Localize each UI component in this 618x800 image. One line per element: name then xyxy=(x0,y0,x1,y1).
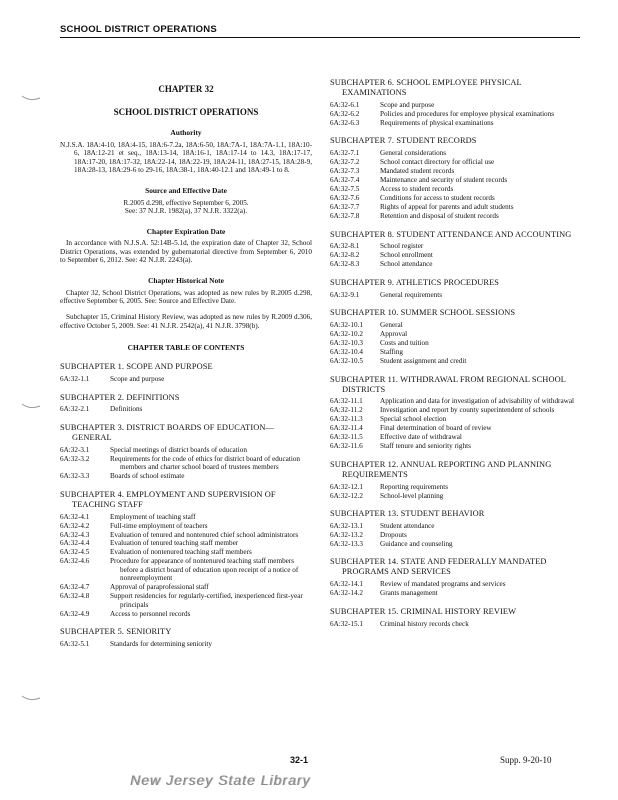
section-number: 6A:32-4.8 xyxy=(60,592,90,601)
subchapter-heading: SUBCHAPTER 5. SENIORITY xyxy=(60,627,172,637)
subchapter-heading: SUBCHAPTER 7. STUDENT RECORDS xyxy=(330,136,477,146)
section-number: 6A:32-11.6 xyxy=(330,442,363,451)
section-title: Evaluation of nontenured teaching staff members xyxy=(110,548,252,557)
toc-entry xyxy=(330,251,582,259)
toc-entry xyxy=(330,589,582,597)
section-number: 6A:32-5.1 xyxy=(60,640,90,649)
toc-entry xyxy=(330,242,582,250)
toc-entry xyxy=(330,540,582,548)
section-title: Costs and tuition xyxy=(380,339,429,348)
section-number: 6A:32-3.2 xyxy=(60,454,90,463)
toc-entry xyxy=(60,557,312,582)
section-title: Review of mandated programs and services xyxy=(380,580,506,589)
section-number: 6A:32-14.2 xyxy=(330,589,363,598)
subchapter-heading: SUBCHAPTER 11. WITHDRAWAL FROM REGIONAL SCHOOL DISTRICTS xyxy=(330,374,566,394)
section-title: Employment of teaching staff xyxy=(110,512,196,521)
section-title: Access to student records xyxy=(380,185,454,194)
subchapter-heading: SUBCHAPTER 14. STATE AND FEDERALLY MANDATED PROGRAMS AND SERVICES xyxy=(330,557,547,577)
section-title: Policies and procedures for employee physical examinations xyxy=(380,109,555,118)
toc-entry xyxy=(330,260,582,268)
toc-entry xyxy=(330,522,582,530)
section-title: School enrollment xyxy=(380,251,433,260)
toc-entry xyxy=(60,548,312,556)
subchapter-heading: SUBCHAPTER 2. DEFINITIONS xyxy=(60,392,180,402)
toc-right-list xyxy=(330,78,582,628)
expiration-text: In accordance with N.J.S.A. 52:14B-5.1d, the expiration date of Chapter 32, School District Operations, was extended by gubernatorial directive from September 6, 2010 to September 6, 2012. See: 42 N.J.R. 2243(a). xyxy=(60,239,312,265)
section-title: Grants management xyxy=(380,589,438,598)
source-line: See: 37 N.J.R. 1982(a), 37 N.J.R. 3322(a). xyxy=(124,207,248,216)
history-paragraph: Chapter 32, School District Operations, was adopted as new rules by R.2005 d.298, effective September 6, 2005. See: Source and Effective Date. xyxy=(60,288,312,305)
section-number: 6A:32-11.5 xyxy=(330,433,363,442)
margin-mark-icon xyxy=(20,92,44,104)
section-number: 6A:32-11.4 xyxy=(330,424,363,433)
section-number: 6A:32-4.3 xyxy=(60,530,90,539)
section-number: 6A:32-4.5 xyxy=(60,548,90,557)
toc-entry xyxy=(330,176,582,184)
toc-entry xyxy=(330,424,582,432)
source-line: R.2005 d.298, effective September 6, 2005. xyxy=(123,198,249,207)
section-number: 6A:32-10.4 xyxy=(330,348,363,357)
supplement-date: Supp. 9-20-10 xyxy=(500,755,552,765)
running-head: SCHOOL DISTRICT OPERATIONS xyxy=(60,24,580,38)
toc-entry xyxy=(330,212,582,220)
section-title: Special school election xyxy=(380,415,447,424)
section-number: 6A:32-7.3 xyxy=(330,167,360,176)
section-title: Evaluation of tenured teaching staff member xyxy=(110,539,239,548)
section-title: School contact directory for official use xyxy=(380,158,495,167)
section-title: Effective date of withdrawal xyxy=(380,433,462,442)
toc-entry xyxy=(60,405,312,413)
section-number: 6A:32-8.1 xyxy=(330,242,360,251)
section-number: 6A:32-9.1 xyxy=(330,290,360,299)
section-number: 6A:32-4.7 xyxy=(60,583,90,592)
section-number: 6A:32-7.2 xyxy=(330,158,360,167)
section-title: Definitions xyxy=(110,405,143,414)
section-number: 6A:32-7.8 xyxy=(330,212,360,221)
toc-entry xyxy=(330,620,582,628)
toc-entry xyxy=(330,433,582,441)
section-title: School-level planning xyxy=(380,491,444,500)
section-title: General xyxy=(380,321,403,330)
toc-entry xyxy=(330,101,582,109)
section-title: Maintenance and security of student records xyxy=(380,176,508,185)
toc-heading: CHAPTER TABLE OF CONTENTS xyxy=(127,343,245,353)
history-paragraph: Subchapter 15, Criminal History Review, was adopted as new rules by R.2009 d.306, effective October 5, 2009. See: 41 N.J.R. 2542(a), 41 N.J.R. 3798(b). xyxy=(60,313,312,330)
section-number: 6A:32-6.3 xyxy=(330,118,360,127)
toc-entry xyxy=(330,442,582,450)
toc-entry xyxy=(330,397,582,405)
section-title: Standards for determining seniority xyxy=(110,640,213,649)
toc-entry xyxy=(60,583,312,591)
toc-entry xyxy=(330,357,582,365)
toc-entry xyxy=(60,375,312,383)
library-stamp: New Jersey State Library xyxy=(130,772,311,788)
toc-entry xyxy=(60,522,312,530)
toc-entry xyxy=(330,158,582,166)
margin-mark-icon xyxy=(20,400,44,412)
toc-entry xyxy=(330,321,582,329)
section-title: Boards of school estimate xyxy=(110,472,185,481)
section-number: 6A:32-4.2 xyxy=(60,521,90,530)
section-title: School attendance xyxy=(380,260,433,269)
section-number: 6A:32-7.5 xyxy=(330,185,360,194)
section-number: 6A:32-14.1 xyxy=(330,580,363,589)
section-number: 6A:32-6.1 xyxy=(330,100,360,109)
section-number: 6A:32-10.2 xyxy=(330,330,363,339)
toc-entry xyxy=(60,610,312,618)
toc-entry xyxy=(330,348,582,356)
section-title: Scope and purpose xyxy=(380,100,435,109)
section-number: 6A:32-10.5 xyxy=(330,357,363,366)
subchapter-heading: SUBCHAPTER 1. SCOPE AND PURPOSE xyxy=(60,362,213,372)
right-column xyxy=(330,78,582,629)
toc-entry xyxy=(330,194,582,202)
toc-entry xyxy=(330,119,582,127)
section-title: Mandated student records xyxy=(380,167,455,176)
subchapter-heading: SUBCHAPTER 8. STUDENT ATTENDANCE AND ACCOUNTING xyxy=(330,229,572,239)
section-title: Special meetings of district boards of education xyxy=(110,445,247,454)
section-number: 6A:32-4.9 xyxy=(60,609,90,618)
section-number: 6A:32-8.3 xyxy=(330,260,360,269)
section-title: Approval of paraprofessional staff xyxy=(110,583,209,592)
toc-entry xyxy=(60,446,312,454)
section-number: 6A:32-7.1 xyxy=(330,149,360,158)
toc-entry xyxy=(60,539,312,547)
section-title: Investigation and report by county superintendent of schools xyxy=(380,406,555,415)
section-number: 6A:32-15.1 xyxy=(330,619,363,628)
section-title: Support residencies for regularly-certified, inexperienced first-year principals xyxy=(110,592,303,609)
section-number: 6A:32-7.6 xyxy=(330,194,360,203)
subchapter-heading: SUBCHAPTER 6. SCHOOL EMPLOYEE PHYSICAL EXAMINATIONS xyxy=(330,78,522,97)
section-title: General requirements xyxy=(380,290,443,299)
toc-entry xyxy=(330,110,582,118)
section-title: Access to personnel records xyxy=(110,609,191,618)
chapter-title: SCHOOL DISTRICT OPERATIONS xyxy=(113,106,259,117)
toc-entry xyxy=(60,472,312,480)
section-title: Application and data for investigation of advisability of withdrawal xyxy=(380,397,575,406)
toc-entry xyxy=(330,415,582,423)
subchapter-heading: SUBCHAPTER 15. CRIMINAL HISTORY REVIEW xyxy=(330,606,517,616)
subchapter-heading: SUBCHAPTER 13. STUDENT BEHAVIOR xyxy=(330,509,485,519)
section-title: General considerations xyxy=(380,149,447,158)
section-title: Student assignment and credit xyxy=(380,357,467,366)
subchapter-heading: SUBCHAPTER 4. EMPLOYMENT AND SUPERVISION OF TEACHING STAFF xyxy=(60,489,276,509)
toc-entry xyxy=(330,291,582,299)
subchapter-heading: SUBCHAPTER 12. ANNUAL REPORTING AND PLANNING REQUIREMENTS xyxy=(330,459,552,479)
section-number: 6A:32-13.3 xyxy=(330,540,363,548)
section-number: 6A:32-10.3 xyxy=(330,339,363,348)
section-number: 6A:32-4.6 xyxy=(60,557,90,566)
toc-entry xyxy=(330,203,582,211)
section-number: 6A:32-13.2 xyxy=(330,531,363,540)
authority-text: N.J.S.A. 18A:4-10, 18A:4-15, 18A:6-7.2a, 18A:6-50, 18A:7A-1, 18A:7A-1.1, 18A:10-6, 18A:12-21 et seq., 18A:13-14, 18A:16-1, 18A:17-14 to 14.3, 18A:17-17, 18A:17-20, 18A:17-32, 18A:22-14, 18A:22-19, 18A:24-11, 18A:27-15, 18A:28-9, 18A:28-13, 18A:29-6 to 29-16, 18A:38-1, 18A:40-12.1 and 18A:49-1 to 8. xyxy=(60,140,312,175)
section-title: Retention and disposal of student records xyxy=(380,212,499,221)
section-title: Evaluation of tenured and nontenured chief school administrators xyxy=(110,530,299,539)
left-column xyxy=(60,78,312,649)
page-number: 32-1 xyxy=(290,755,309,765)
toc-entry xyxy=(330,149,582,157)
section-title: School register xyxy=(380,242,424,251)
section-number: 6A:32-4.4 xyxy=(60,539,90,548)
section-title: Dropouts xyxy=(380,531,407,540)
toc-entry xyxy=(60,640,312,648)
section-number: 6A:32-7.4 xyxy=(330,176,360,185)
authority-heading: Authority xyxy=(170,128,202,138)
section-title: Reporting requirements xyxy=(380,482,449,491)
toc-entry xyxy=(330,167,582,175)
history-heading: Chapter Historical Note xyxy=(148,275,224,285)
toc-entry xyxy=(330,483,582,491)
toc-entry xyxy=(330,531,582,539)
section-number: 6A:32-3.1 xyxy=(60,445,90,454)
subchapter-heading: SUBCHAPTER 10. SUMMER SCHOOL SESSIONS xyxy=(330,308,516,318)
section-number: 6A:32-7.7 xyxy=(330,203,360,212)
margin-mark-icon xyxy=(20,692,44,704)
section-number: 6A:32-10.1 xyxy=(330,321,363,330)
toc-entry xyxy=(330,580,582,588)
toc-entry xyxy=(60,455,312,472)
section-number: 6A:32-11.3 xyxy=(330,415,363,424)
section-number: 6A:32-2.1 xyxy=(60,405,90,414)
section-title: Full-time employment of teachers xyxy=(110,521,208,530)
section-title: Scope and purpose xyxy=(110,375,165,384)
toc-entry xyxy=(60,513,312,521)
section-title: Approval xyxy=(380,330,408,339)
section-title: Procedure for appearance of nontenured teaching staff members before a district board of education upon receipt of a notice of nonreemployment xyxy=(110,557,299,583)
section-title: Staffing xyxy=(380,348,404,357)
section-number: 6A:32-11.2 xyxy=(330,406,363,415)
section-number: 6A:32-6.2 xyxy=(330,109,360,118)
toc-entry xyxy=(330,339,582,347)
section-title: Criminal history records check xyxy=(380,619,469,628)
toc-entry xyxy=(330,185,582,193)
subchapter-heading: SUBCHAPTER 9. ATHLETICS PROCEDURES xyxy=(330,277,500,287)
section-title: Guidance and counseling xyxy=(380,540,453,548)
section-number: 6A:32-1.1 xyxy=(60,375,90,384)
section-title: Conditions for access to student records xyxy=(380,194,495,203)
subchapter-heading: SUBCHAPTER 3. DISTRICT BOARDS OF EDUCATION—GENERAL xyxy=(60,422,275,442)
section-number: 6A:32-4.1 xyxy=(60,512,90,521)
section-number: 6A:32-12.2 xyxy=(330,491,363,500)
section-number: 6A:32-8.2 xyxy=(330,251,360,260)
section-title: Student attendance xyxy=(380,522,435,531)
section-title: Requirements for the code of ethics for district board of education members and charter school board of trustees members xyxy=(110,454,301,472)
section-title: Rights of appeal for parents and adult students xyxy=(380,203,514,212)
section-title: Requirements of physical examinations xyxy=(380,118,494,127)
toc-entry xyxy=(60,592,312,609)
section-number: 6A:32-12.1 xyxy=(330,482,363,491)
toc-left-list xyxy=(60,362,312,649)
section-title: Final determination of board of review xyxy=(380,424,492,433)
chapter-number: CHAPTER 32 xyxy=(158,84,214,94)
section-title: Staff tenure and seniority rights xyxy=(380,442,471,451)
source-heading: Source and Effective Date xyxy=(145,185,227,195)
toc-entry xyxy=(330,492,582,500)
section-number: 6A:32-11.1 xyxy=(330,397,363,406)
expiration-heading: Chapter Expiration Date xyxy=(146,226,226,236)
section-number: 6A:32-13.1 xyxy=(330,522,363,531)
toc-entry xyxy=(60,531,312,539)
section-number: 6A:32-3.3 xyxy=(60,472,90,481)
toc-entry xyxy=(330,406,582,414)
toc-entry xyxy=(330,330,582,338)
